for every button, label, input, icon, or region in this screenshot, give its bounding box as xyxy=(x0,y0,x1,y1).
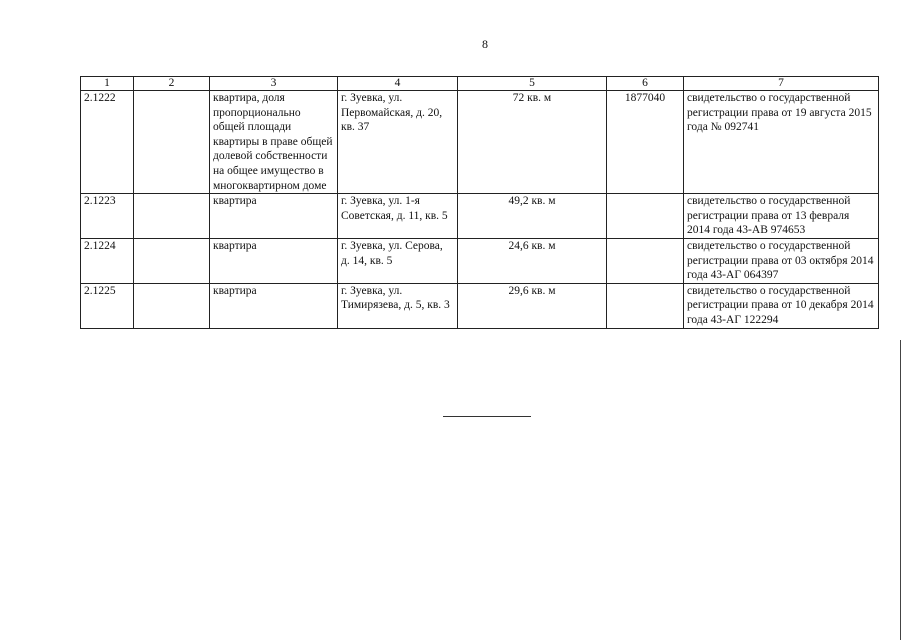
object-address: г. Зуевка, ул. Первомайская, д. 20, кв. 37 xyxy=(338,91,458,194)
column-header-2: 2 xyxy=(134,77,210,91)
table-row xyxy=(81,283,879,328)
object-name: квартира xyxy=(210,194,338,239)
object-area: 24,6 кв. м xyxy=(458,238,607,283)
object-address: г. Зуевка, ул. 1-я Советская, д. 11, кв. 5 xyxy=(338,194,458,239)
object-value xyxy=(607,238,684,283)
row-col2 xyxy=(134,283,210,328)
row-number: 2.1225 xyxy=(81,283,134,328)
column-header-7: 7 xyxy=(684,77,879,91)
registration-document: свидетельство о государственной регистрации права от 10 декабря 2014 года 43-АГ 122294 xyxy=(684,283,879,328)
page-number: 8 xyxy=(482,37,488,51)
column-header-1: 1 xyxy=(81,77,134,91)
row-col2 xyxy=(134,194,210,239)
closing-divider xyxy=(443,416,531,417)
scan-edge-mark xyxy=(900,340,901,640)
registration-document: свидетельство о государственной регистрации права от 13 февраля 2014 года 43-АВ 974653 xyxy=(684,194,879,239)
column-header-4: 4 xyxy=(338,77,458,91)
table-row xyxy=(81,238,879,283)
object-value xyxy=(607,283,684,328)
object-value xyxy=(607,194,684,239)
row-number: 2.1223 xyxy=(81,194,134,239)
object-area: 49,2 кв. м xyxy=(458,194,607,239)
column-header-6: 6 xyxy=(607,77,684,91)
row-col2 xyxy=(134,91,210,194)
registration-document: свидетельство о государственной регистрации права от 19 августа 2015 года № 092741 xyxy=(684,91,879,194)
property-registry-table xyxy=(80,76,879,329)
object-name: квартира, доля пропорционально общей площади квартиры в праве общей долевой собственности на общее имущество в многоквартирном доме xyxy=(210,91,338,194)
object-address: г. Зуевка, ул. Серова, д. 14, кв. 5 xyxy=(338,238,458,283)
object-area: 72 кв. м xyxy=(458,91,607,194)
column-header-3: 3 xyxy=(210,77,338,91)
row-number: 2.1224 xyxy=(81,238,134,283)
table-row xyxy=(81,194,879,239)
object-area: 29,6 кв. м xyxy=(458,283,607,328)
column-header-5: 5 xyxy=(458,77,607,91)
object-address: г. Зуевка, ул. Тимирязева, д. 5, кв. 3 xyxy=(338,283,458,328)
table-row xyxy=(81,91,879,194)
row-col2 xyxy=(134,238,210,283)
object-value: 1877040 xyxy=(607,91,684,194)
object-name: квартира xyxy=(210,238,338,283)
header-row xyxy=(81,77,879,91)
row-number: 2.1222 xyxy=(81,91,134,194)
object-name: квартира xyxy=(210,283,338,328)
registration-document: свидетельство о государственной регистрации права от 03 октября 2014 года 43-АГ 064397 xyxy=(684,238,879,283)
